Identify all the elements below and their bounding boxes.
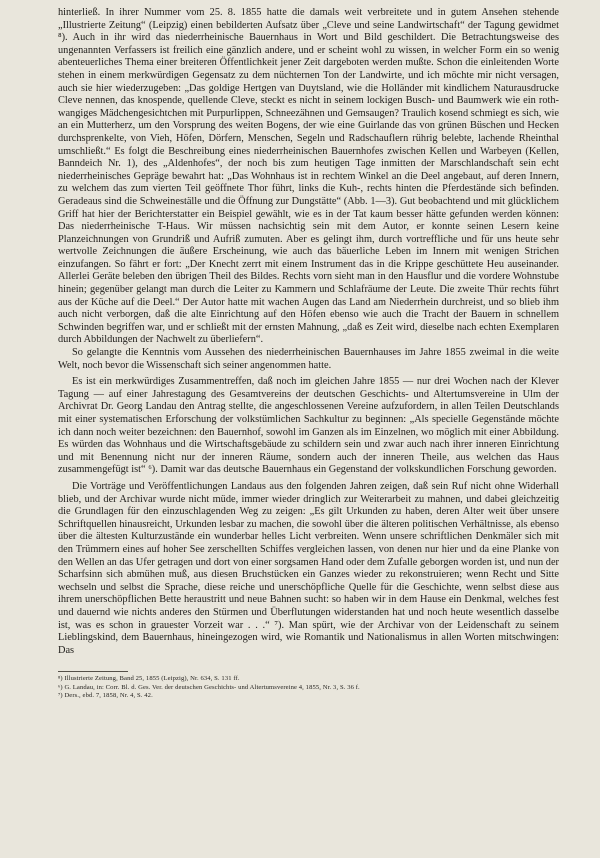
- paragraph-aldenhof: hinterließ. In ihrer Nummer vom 25. 8. 1855 hatte die damals weit verbreitete und in gutem Ansehen stehende „Illustrierte Zeitung“ (Leipzig) einen bebilderten Aufsatz über „Cleve und seine Landwirtschaft“ der Tagung gewidmet ⁸). Auch in ihr wird das niederrheinische Bauernhaus in Wort und Bild geschildert. Die Betrachtungsweise des ungenannten Verfassers ist freilich eine gänzlich andere, und er scheint wohl zu wissen, in welcher Form ein so wenig abenteuerliches Thema einer breiteren Öffentlichkeit jener Zeit dargeboten werden mußte. Schon die einleitenden Worte stehen in einem merkwürdigen Gegensatz zu dem nüchternen Ton der Landwirte, und ich möchte mir nicht versagen, auch sie hier wiederzugeben: „Das goldige Hertgen van Duytsland, wie die Holländer mit kindlichem Naturausdrucke Cleve nennen, das knospende, quellende Cleve, steckt es nicht in seinem lockigen Busch- und Baumwerk wie ein roth-wangiges Mädchengesichtchen mit Purpurlippen, Schneezähnen und Gemsaugen? Traulich kosend schmiegt es sich, wie an ein Mutterherz, um den Vorsprung des weiten Bogens, der wie eine Guirlande das von grünen Büschen und Hecken durchsprenkelte, von Vieh, Höfen, Dörfern, Menschen, Segeln und Radschauflern rührig belebte, lachende Rheinthal umschließt.“ Es folgt die Beschreibung eines niederrheinischen Bauernhofes zwischen Kellen und Warbeyen (Kellen, Banndeich Nr. 1), des „Aldenhofes“, der noch bis zum heutigen Tage inmitten der Marschlandschaft sein echt niederrheinisches Gepräge bewahrt hat: „Das Wohnhaus ist in rechtem Winkel an die Deel angebaut, auf deren Innern, zu welchem das zum vierten Teil geöffnete Thor führt, links die Kuh-, rechts hinten die Pferdestände sich befinden. Geradeaus sind die Schweineställe und die Öffnung zur Dungstätte“ (Abb. 1—3). Gut beobachtend und mit glücklichem Griff hat hier der Berichterstatter ein Beispiel gewählt, wie es in der Tat kaum besser hätte gefunden werden können: Das niederrheinische T-Haus. Wir müssen nachsichtig sein mit dem Autor, er konnte seinen Lesern keine Planzeichnungen von Grundriß und Aufriß zumuten. Aber es gelingt ihm, durch vortreffliche und für uns heute sehr wertvolle Zeichnungen die äußere Erscheinung, wie auch das bäuerliche Leben im Innern mit wenigen Strichen einzufangen. So fährt er fort: „Der Knecht zerrt mit einem Instrument das in die Krippe geschüttete Heu auseinander. Allerlei Geräte beleben den übrigen Theil des Bildes. Rechts vorn sieht man in den Hausflur und die vordere Wohnstube hinein; gegenüber gelangt man durch die Leiter zu Kammern und Schlafräume der Leute. Die zweite Thür rechts führt aus der Küche auf die Deel.“ Der Autor hatte mit wachen Augen das Land am Niederrhein durchreist, und so blieb ihm auch nicht verborgen, daß die alte Einrichtung auf den Höfen ebenso wie auch die Tracht der Bauern in schnellem Schwinden begriffen war, und er schließt mit der ernsten Mahnung, „daß es Zeit wird, dieselbe nach echten Exemplaren durch Abbildungen der Nachwelt zu überliefern“.: [58, 7, 559, 346]
- footnote-divider: [58, 671, 128, 672]
- paragraph-landau-antrag: Es ist ein merkwürdiges Zusammentreffen, daß noch im gleichen Jahre 1855 — nur drei Wochen nach der Klever Tagung — auf einer Jahrestagung des Gesamtvereins der deutschen Geschichts- und Altertumsvereine in Ulm der Archivrat Dr. Georg Landau den Antrag stellte, die angeschlossenen Vereine aufzufordern, in allen Teilen Deutschlands mit einer systematischen Erforschung der volkstümlichen Sachkultur zu beginnen: „Als specielle Gegenstände möchte ich dann noch weiter bezeichnen: den Bauernhof, sowohl im Ganzen als im Einzelnen, wo möglich mit einer Abbildung. Es würden das Wohnhaus und die Wirtschaftsgebäude zu schildern sein und zwar auch nach ihrer inneren Einrichtung und mit Benennung nicht nur der inneren Räume, sondern auch der inneren Theile, aus welchen das Haus zusammengefügt ist“ ⁶). Damit war das deutsche Bauernhaus ein Gegenstand der volkskundlichen Forschung geworden.: [58, 376, 559, 476]
- paragraph-landau-vortraege: Die Vorträge und Veröffentlichungen Landaus aus den folgenden Jahren zeigen, daß sein Ruf nicht ohne Widerhall blieb, und der Archivar wurde nicht müde, immer wieder dringlich zur Weiterarbeit zu mahnen, und dabei gleichzeitig die Grundlagen für den einzuschlagenden Weg zu zeigen: „Es gilt Urkunden zu haben, deren Alter weit über unsere Schriftquellen hinausreicht, Urkunden lesbar zu machen, die sowohl über die älteren politischen Verhältnisse, als ebenso über die ältesten Kulturzustände ein wunderbar helles Licht verbreiten. Wenn unsere schriftlichen Denkmäler sich mit den Trümmern eines auf hoher See zerschellten Schiffes vergleichen lassen, von denen nur hier und da eine Planke von den Wellen an das Ufer getragen und dort von einer sorgsamen Hand oder dem Zufalle geborgen worden ist, und nun der Scharfsinn sich abmühen muß, aus diesen Bruchstücken ein Ganzes wieder zu rekonstruieren; wenn Recht und Sitte wechseln und selbst die Sprache, diese reiche und unerschöpfliche Quelle für die Geschichte, wenn selbst diese aus ihrem unerschöpflichen Bette heraustritt und neue Bahnen sucht: so haben wir in dem Hause ein Denkmal, welches fest und dauernd wie nichts anderes den Stürmen und Überflutungen widerstanden hat und noch heute wesentlich dasselbe ist, was es schon in grauester Vorzeit war . . .“ ⁷). Man spürt, wie der Archivar von der Leidenschaft zu seinem Lieblingskind, dem Bauernhaus, hineingezogen wird, wie Romantik und Nationalismus in allen Worten mitschwingen: Das: [58, 480, 559, 656]
- footnote-6: ⁶) G. Landau, in: Corr. Bl. d. Ges. Ver. der deutschen Geschichts- und Altertumsvereine 4, 1855, Nr. 3, S. 36 f.: [58, 683, 360, 691]
- footnote-5: ⁸) Illustrierte Zeitung, Band 25, 1855 (Leipzig), Nr. 634, S. 131 ff.: [58, 675, 240, 683]
- footnote-7: ⁷) Ders., ebd. 7, 1858, Nr. 4, S. 42.: [58, 692, 153, 700]
- paragraph-kenntnis: So gelangte die Kenntnis vom Aussehen des niederrheinischen Bauernhauses im Jahre 1855 zweimal in die weite Welt, noch bevor die Wissenschaft sich seiner angenommen hatte.: [58, 347, 559, 371]
- footnotes: [58, 675, 559, 701]
- body-text: [58, 7, 559, 657]
